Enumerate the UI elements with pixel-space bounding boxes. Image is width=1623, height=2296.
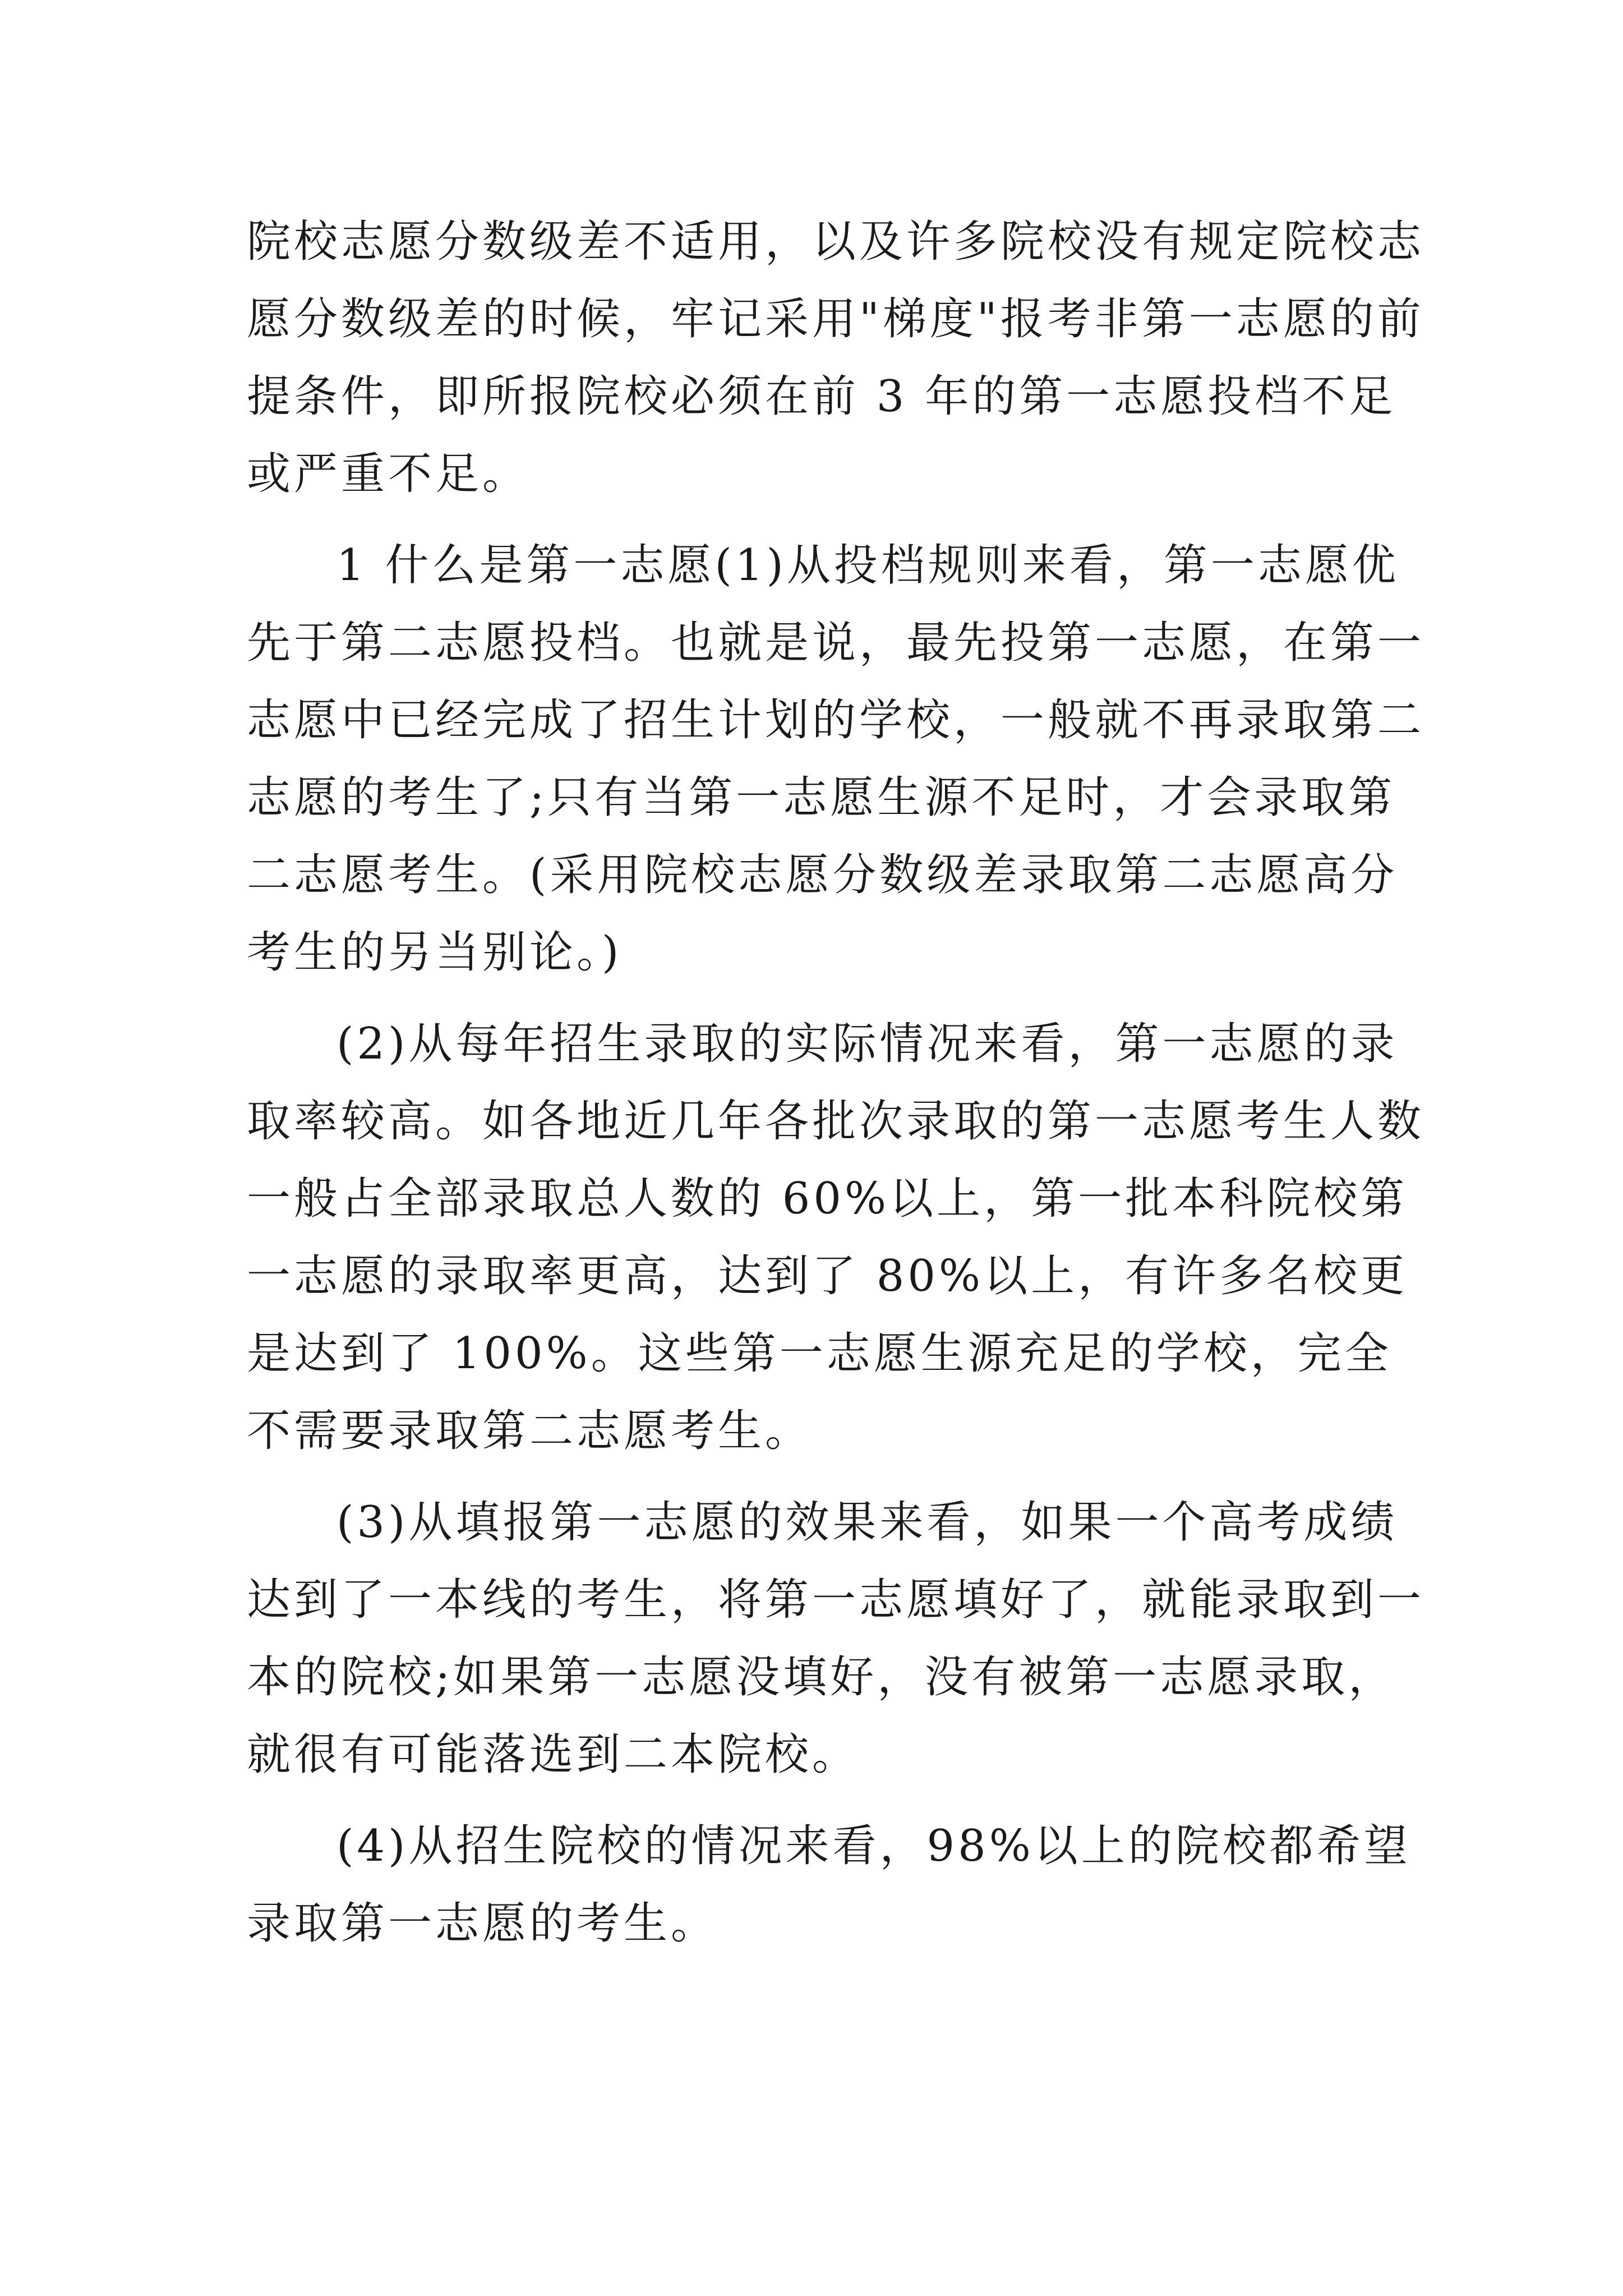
- paragraph-first-choice-definition: 1 什么是第一志愿(1)从投档规则来看，第一志愿优先于第二志愿投档。也就是说，最先投第一志愿，在第一志愿中已经完成了招生计划的学校，一般就不再录取第二志愿的考生了;只有当第一志愿生源不足时，才会录取第二志愿考生。(采用院校志愿分数级差录取第二志愿高分考生的另当别论。): [247, 540, 1425, 978]
- document-body: [247, 203, 1436, 1976]
- paragraph-admission-rate: (2)从每年招生录取的实际情况来看，第一志愿的录取率较高。如各地近几年各批次录取的第一志愿考生人数一般占全部录取总人数的 60%以上，第一批本科院校第一志愿的录取率更高，达到了 80%以上，有许多名校更是达到了 100%。这些第一志愿生源充足的学校，完全不需要录取第二志愿考生。: [247, 1019, 1425, 1456]
- paragraph-filling-effect: (3)从填报第一志愿的效果来看，如果一个高考成绩达到了一本线的考生，将第一志愿填好了，就能录取到一本的院校;如果第一志愿没填好，没有被第一志愿录取，就很有可能落选到二本院校。: [247, 1497, 1425, 1780]
- paragraph-school-preference: (4)从招生院校的情况来看，98%以上的院校都希望录取第一志愿的考生。: [247, 1821, 1411, 1949]
- paragraph-continuation: 院校志愿分数级差不适用，以及许多院校没有规定院校志愿分数级差的时候，牢记采用"梯度"报考非第一志愿的前提条件，即所报院校必须在前 3 年的第一志愿投档不足或严重不足。: [247, 217, 1425, 499]
